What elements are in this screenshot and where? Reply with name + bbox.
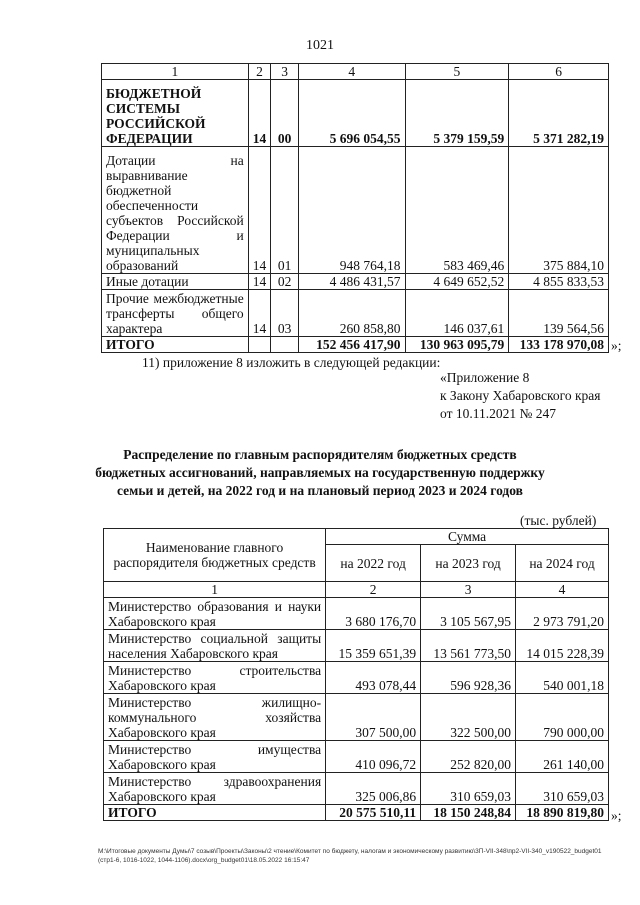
empty-cell (271, 337, 299, 353)
table-row (102, 290, 609, 337)
header-row (104, 529, 609, 545)
value-2024: 5 371 282,19 (509, 80, 609, 147)
total-label: ИТОГО (102, 337, 249, 353)
value-2024: 540 001,18 (516, 662, 609, 694)
row-name: БЮДЖЕТНОЙ СИСТЕМЫ РОССИЙСКОЙ ФЕДЕРАЦИИ (102, 80, 249, 147)
row-pr: 01 (271, 147, 299, 274)
col-number: 2 (248, 64, 271, 80)
total-row (104, 805, 609, 821)
col-number: 6 (509, 64, 609, 80)
header-2022: на 2022 год (326, 545, 421, 582)
row-pr: 03 (271, 290, 299, 337)
table-row (104, 741, 609, 773)
col-number: 3 (271, 64, 299, 80)
appendix-line-2: к Закону Хабаровского края (440, 388, 601, 403)
col-number: 2 (326, 582, 421, 598)
row-name: Министерство жилищно-коммунального хозяйства Хабаровского края (104, 694, 326, 741)
value-2022: 307 500,00 (326, 694, 421, 741)
row-name: Дотации на выравнивание бюджетной обеспеченности субъектов Российской Федерации и муниципальных образований (102, 147, 249, 274)
value-2022: 4 486 431,57 (299, 274, 406, 290)
value-2023: 13 561 773,50 (421, 630, 516, 662)
value-2022: 3 680 176,70 (326, 598, 421, 630)
table-row (104, 773, 609, 805)
table2-closing-quote: »; (611, 808, 622, 823)
total-label: ИТОГО (104, 805, 326, 821)
table-row (104, 598, 609, 630)
table-row (102, 147, 609, 274)
value-2024: 375 884,10 (509, 147, 609, 274)
appendix-line-1: «Приложение 8 (440, 370, 530, 385)
unit-label: (тыс. рублей) (520, 513, 597, 528)
value-2022: 410 096,72 (326, 741, 421, 773)
row-name: Министерство имущества Хабаровского края (104, 741, 326, 773)
row-name: Прочие межбюджетные трансферты общего характера (102, 290, 249, 337)
row-rz: 14 (248, 80, 271, 147)
row-pr: 02 (271, 274, 299, 290)
value-2024: 790 000,00 (516, 694, 609, 741)
value-2023: 583 469,46 (405, 147, 509, 274)
page-number: 1021 (306, 38, 334, 53)
value-2024: 14 015 228,39 (516, 630, 609, 662)
header-name: Наименование главного распорядителя бюджетных средств (104, 529, 326, 582)
header-sum: Сумма (326, 529, 609, 545)
col-number: 4 (299, 64, 406, 80)
value-2023: 146 037,61 (405, 290, 509, 337)
family-support-table (103, 528, 609, 821)
value-2022: 5 696 054,55 (299, 80, 406, 147)
table-row (102, 274, 609, 290)
table-row (102, 80, 609, 147)
value-2023: 596 928,36 (421, 662, 516, 694)
total-2022: 20 575 510,11 (326, 805, 421, 821)
column-numbers-row (104, 582, 609, 598)
value-2022: 15 359 651,39 (326, 630, 421, 662)
total-row (102, 337, 609, 353)
table-row (104, 694, 609, 741)
row-name: Министерство строительства Хабаровского края (104, 662, 326, 694)
value-2022: 948 764,18 (299, 147, 406, 274)
row-name: Министерство образования и науки Хабаровского края (104, 598, 326, 630)
total-2023: 130 963 095,79 (405, 337, 509, 353)
document-heading (60, 446, 580, 500)
row-pr: 00 (271, 80, 299, 147)
value-2022: 493 078,44 (326, 662, 421, 694)
row-name: Иные дотации (102, 274, 249, 290)
heading-line-1: Распределение по главным распорядителям бюджетных средств (123, 447, 517, 462)
total-2024: 18 890 819,80 (516, 805, 609, 821)
appendix-line-3: от 10.11.2021 № 247 (440, 406, 556, 421)
table1-closing-quote: »; (611, 338, 622, 353)
amendment-text: 11) приложение 8 изложить в следующей редакции: (142, 355, 441, 370)
value-2023: 252 820,00 (421, 741, 516, 773)
value-2024: 261 140,00 (516, 741, 609, 773)
row-rz: 14 (248, 290, 271, 337)
value-2023: 5 379 159,59 (405, 80, 509, 147)
row-rz: 14 (248, 147, 271, 274)
col-number: 4 (516, 582, 609, 598)
heading-line-3: семьи и детей, на 2022 год и на плановый период 2023 и 2024 годов (117, 483, 523, 498)
total-2022: 152 456 417,90 (299, 337, 406, 353)
value-2023: 3 105 567,95 (421, 598, 516, 630)
col-number: 5 (405, 64, 509, 80)
value-2023: 310 659,03 (421, 773, 516, 805)
row-rz: 14 (248, 274, 271, 290)
value-2024: 310 659,03 (516, 773, 609, 805)
value-2023: 4 649 652,52 (405, 274, 509, 290)
value-2024: 2 973 791,20 (516, 598, 609, 630)
value-2024: 4 855 833,53 (509, 274, 609, 290)
heading-line-2: бюджетных ассигнований, направляемых на государственную поддержку (95, 465, 545, 480)
file-path-footer: М:\Итоговые документы Думы\7 созыв\Проекты\Законы\2 чтение\Комитет по бюджету, налогам и экономическому развитию\3П-VII-348\пр2-VII-340_v190522_budget01 (стр1-6, 1016-1022, 1044-1106).docx\org_budget01\18.05.2022 16:15:47 (98, 848, 602, 864)
value-2023: 322 500,00 (421, 694, 516, 741)
budget-table-top (101, 63, 609, 353)
col-number: 3 (421, 582, 516, 598)
table-row (104, 630, 609, 662)
value-2022: 260 858,80 (299, 290, 406, 337)
total-2023: 18 150 248,84 (421, 805, 516, 821)
table-row (104, 662, 609, 694)
empty-cell (248, 337, 271, 353)
total-2024: 133 178 970,08 (509, 337, 609, 353)
col-number: 1 (102, 64, 249, 80)
header-2024: на 2024 год (516, 545, 609, 582)
value-2022: 325 006,86 (326, 773, 421, 805)
column-numbers-row (102, 64, 609, 80)
row-name: Министерство социальной защиты населения Хабаровского края (104, 630, 326, 662)
row-name: Министерство здравоохранения Хабаровского края (104, 773, 326, 805)
col-number: 1 (104, 582, 326, 598)
header-2023: на 2023 год (421, 545, 516, 582)
value-2024: 139 564,56 (509, 290, 609, 337)
